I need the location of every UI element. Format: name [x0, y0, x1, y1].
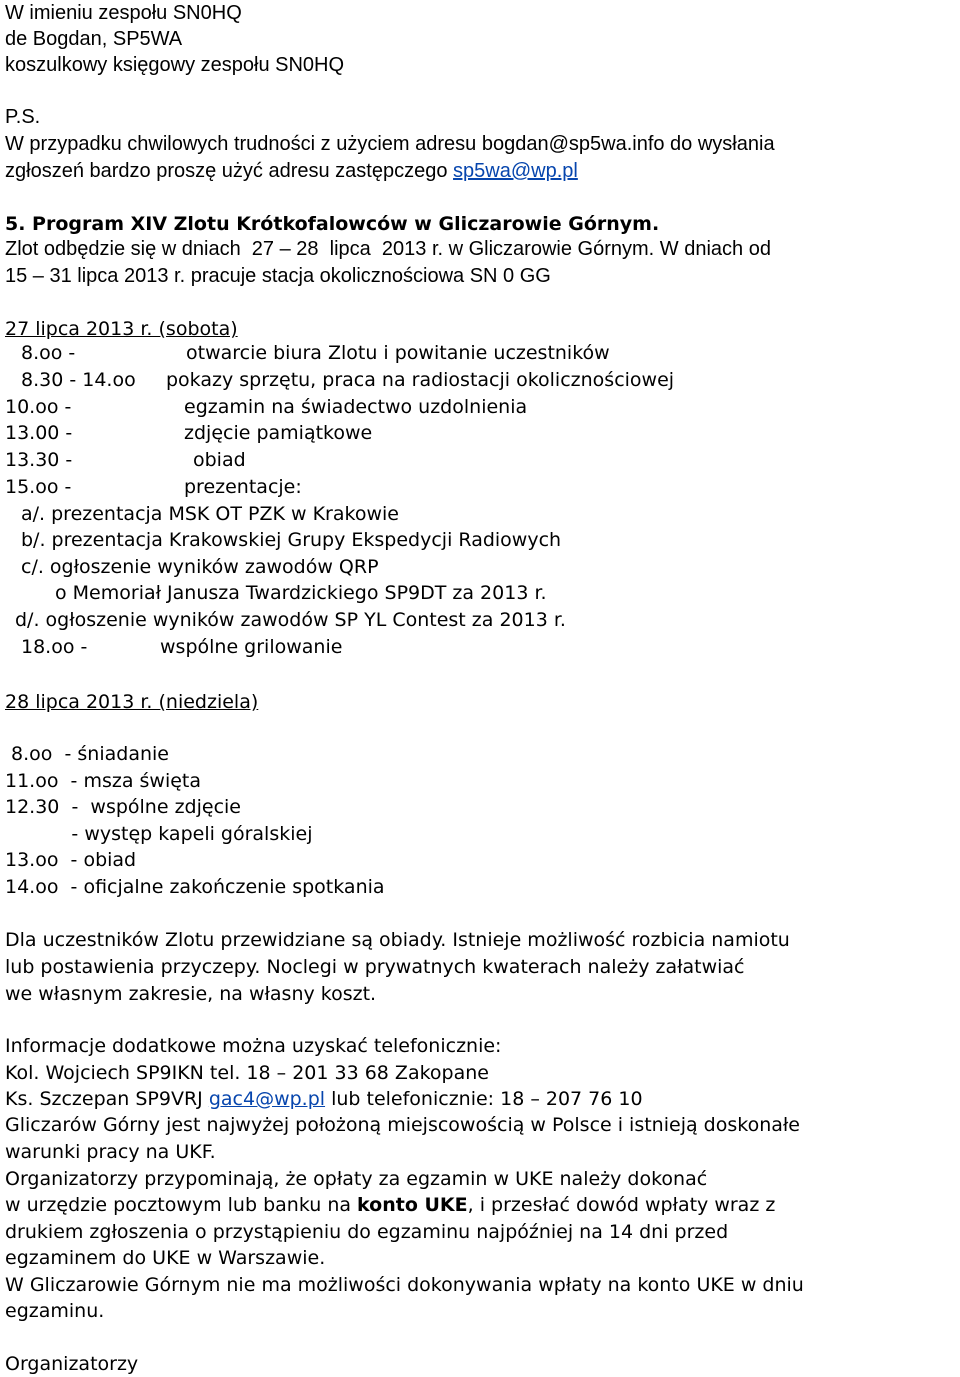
fee-line-2-post: , i przesłać dowód wpłaty wraz z	[467, 1194, 776, 1216]
presentation-item: o Memoriał Janusza Twardzickiego SP9DT za 2013 r.	[55, 582, 547, 604]
presentation-item: c/. ogłoszenie wyników zawodów QRP	[21, 556, 379, 578]
day-1-event: wspólne grilowanie	[160, 636, 343, 658]
email-link-sp5wa[interactable]: sp5wa@wp.pl	[453, 160, 578, 182]
note-line: egzaminu.	[5, 1300, 105, 1322]
day-2-item: 11.oo - msza święta	[5, 770, 202, 792]
day-1-time: 8.30 - 14.oo	[21, 369, 136, 391]
signature-line-3: koszulkowy księgowy zespołu SN0HQ	[5, 54, 345, 76]
day-2-item: 8.oo - śniadanie	[5, 743, 169, 765]
day-2-item: 12.30 - wspólne zdjęcie	[5, 796, 241, 818]
presentation-item: b/. prezentacja Krakowskiej Grupy Ekspedycji Radiowych	[21, 529, 562, 551]
day-2-item: 13.oo - obiad	[5, 849, 137, 871]
signature-line-1: W imieniu zespołu SN0HQ	[5, 2, 242, 24]
presentation-item: a/. prezentacja MSK OT PZK w Krakowie	[21, 503, 399, 525]
contact-intro: Informacje dodatkowe można uzyskać telefonicznie:	[5, 1035, 502, 1057]
day-2-item: - występ kapeli góralskiej	[5, 823, 313, 845]
day-1-time: 13.00 -	[5, 422, 73, 444]
fee-line-2	[5, 1192, 775, 1218]
day-1-time: 13.30 -	[5, 449, 73, 471]
gliczarow-line: Gliczarów Górny jest najwyżej położoną miejscowością w Polsce i istnieją doskonałe	[5, 1114, 800, 1136]
fee-line-1: Organizatorzy przypominają, że opłaty za egzamin w UKE należy dokonać	[5, 1168, 708, 1190]
day-1-title: 27 lipca 2013 r. (sobota)	[5, 318, 238, 340]
fee-account-bold: konto UKE	[357, 1194, 468, 1216]
email-link-gac4[interactable]: gac4@wp.pl	[208, 1088, 326, 1110]
fee-line-2-pre: w urzędzie pocztowym lub banku na	[5, 1194, 358, 1216]
ps-line-1: W przypadku chwilowych trudności z użyciem adresu bogdan@sp5wa.info do wysłania	[5, 133, 775, 155]
contact-line-2-pre: Ks. Szczepan SP9VRJ	[5, 1088, 209, 1110]
contact-line-2	[5, 1086, 643, 1112]
fee-line-4: egzaminem do UKE w Warszawie.	[5, 1247, 326, 1269]
day-2-item: 14.oo - oficjalne zakończenie spotkania	[5, 876, 385, 898]
note-line: W Gliczarowie Górnym nie ma możliwości dokonywania wpłaty na konto UKE w dniu	[5, 1274, 804, 1296]
contact-line-2-post: lub telefonicznie: 18 – 207 76 10	[325, 1088, 643, 1110]
day-2-title: 28 lipca 2013 r. (niedziela)	[5, 691, 259, 713]
section-5-line-2: 15 – 31 lipca 2013 r. pracuje stacja okolicznościowa SN 0 GG	[5, 265, 551, 287]
closing-signature: Organizatorzy	[5, 1353, 139, 1375]
day-1-event: pokazy sprzętu, praca na radiostacji okolicznościowej	[166, 369, 675, 391]
signature-line-2: de Bogdan, SP5WA	[5, 28, 183, 50]
day-1-time: 8.oo -	[21, 342, 76, 364]
day-1-event: obiad	[193, 449, 246, 471]
fee-line-3: drukiem zgłoszenia o przystąpieniu do egzaminu najpóźniej na 14 dni przed	[5, 1221, 729, 1243]
day-1-event: zdjęcie pamiątkowe	[184, 422, 373, 444]
day-1-time: 18.oo -	[21, 636, 88, 658]
info-paragraph-line: lub postawienia przyczepy. Noclegi w prywatnych kwaterach należy załatwiać	[5, 956, 745, 978]
presentation-item: d/. ogłoszenie wyników zawodów SP YL Contest za 2013 r.	[15, 609, 566, 631]
contact-line-1: Kol. Wojciech SP9IKN tel. 18 – 201 33 68 Zakopane	[5, 1062, 489, 1084]
info-paragraph-line: Dla uczestników Zlotu przewidziane są obiady. Istnieje możliwość rozbicia namiotu	[5, 929, 790, 951]
section-5-heading: 5. Program XIV Zlotu Krótkofalowców w Gliczarowie Górnym.	[5, 213, 660, 235]
day-1-time: 15.oo -	[5, 476, 72, 498]
ps-label: P.S.	[5, 106, 41, 128]
gliczarow-line: warunki pracy na UKF.	[5, 1141, 216, 1163]
info-paragraph-line: we własnym zakresie, na własny koszt.	[5, 983, 377, 1005]
day-1-event: prezentacje:	[184, 476, 302, 498]
section-5-line-1: Zlot odbędzie się w dniach 27 – 28 lipca 2013 r. w Gliczarowie Górnym. W dniach od	[5, 238, 771, 260]
day-1-time: 10.oo -	[5, 396, 72, 418]
day-1-event: egzamin na świadectwo uzdolnienia	[184, 396, 528, 418]
ps-line-2-text: zgłoszeń bardzo proszę użyć adresu zastępczego	[5, 160, 454, 182]
day-1-event: otwarcie biura Zlotu i powitanie uczestników	[186, 342, 610, 364]
ps-line-2	[5, 158, 578, 184]
